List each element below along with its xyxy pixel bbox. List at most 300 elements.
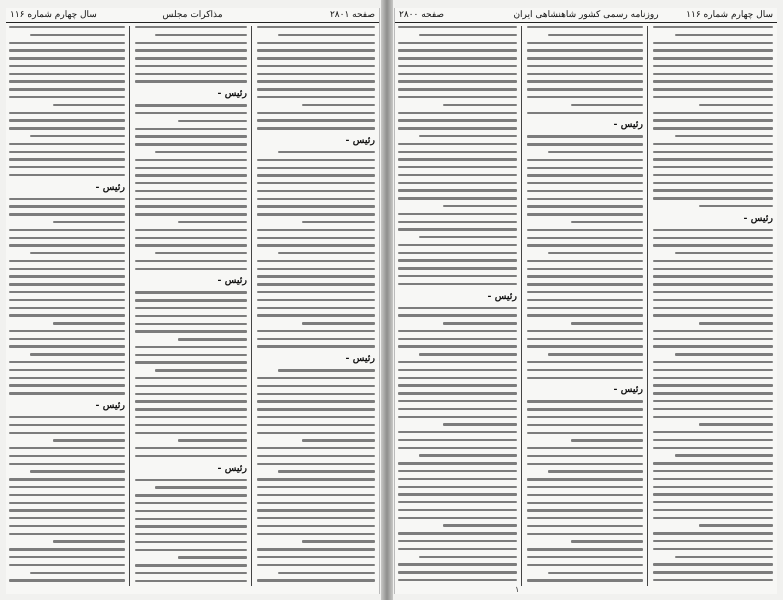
text-line <box>653 57 773 59</box>
text-line <box>257 307 375 309</box>
text-line <box>653 400 773 402</box>
text-line <box>527 205 643 207</box>
text-line <box>653 408 773 410</box>
text-line <box>9 244 125 246</box>
speaker-heading: رئیس - <box>345 134 375 146</box>
text-line <box>398 283 517 285</box>
text-line <box>527 314 643 316</box>
text-line <box>155 34 247 36</box>
text-line <box>257 119 375 121</box>
text-line <box>527 42 643 44</box>
text-line <box>9 205 125 207</box>
text-line <box>419 135 517 137</box>
text-line <box>419 454 517 456</box>
text-line <box>398 478 517 480</box>
text-line <box>398 252 517 254</box>
text-line <box>135 42 247 44</box>
text-line <box>30 470 125 472</box>
text-line <box>398 197 517 199</box>
text-line <box>653 501 773 503</box>
text-line <box>653 462 773 464</box>
text-line <box>398 213 517 215</box>
text-line <box>675 353 773 355</box>
right-page-title: روزنامه رسمی کشور شاهنشاهی ایران <box>513 10 659 20</box>
text-line <box>398 96 517 98</box>
text-line <box>398 439 517 441</box>
text-line <box>527 229 643 231</box>
text-line <box>9 119 125 121</box>
text-line <box>398 447 517 449</box>
speaker-heading: رئیس - <box>217 275 247 287</box>
text-line <box>257 338 375 340</box>
text-line <box>278 252 375 254</box>
text-line <box>398 174 517 176</box>
text-line <box>699 322 773 324</box>
text-line <box>135 354 247 356</box>
text-line <box>9 447 125 449</box>
text-line <box>9 80 125 82</box>
text-line <box>178 439 247 441</box>
text-line <box>653 182 773 184</box>
text-line <box>257 291 375 293</box>
book-gutter <box>381 0 393 600</box>
text-line <box>443 524 517 526</box>
text-line <box>155 369 247 371</box>
text-line <box>257 198 375 200</box>
text-line <box>135 143 247 145</box>
text-line <box>135 65 247 67</box>
text-line <box>9 377 125 379</box>
text-line <box>135 198 247 200</box>
text-line <box>653 338 773 340</box>
right-columns <box>399 26 773 586</box>
text-line <box>653 119 773 121</box>
text-line <box>302 221 375 223</box>
text-line <box>527 432 643 434</box>
text-line <box>398 26 517 28</box>
text-line <box>653 96 773 98</box>
text-line <box>9 517 125 519</box>
text-line <box>257 213 375 215</box>
text-line <box>9 556 125 558</box>
text-line <box>398 416 517 418</box>
text-line <box>653 244 773 246</box>
text-line <box>257 579 375 581</box>
text-line <box>398 189 517 191</box>
text-line <box>9 564 125 566</box>
text-line <box>653 65 773 67</box>
text-line <box>257 416 375 418</box>
text-line <box>135 346 247 348</box>
text-line <box>53 439 125 441</box>
text-line <box>9 548 125 550</box>
text-line <box>257 73 375 75</box>
text-line <box>178 221 247 223</box>
text-line <box>135 49 247 51</box>
text-line <box>527 416 643 418</box>
text-line <box>135 385 247 387</box>
text-line <box>527 275 643 277</box>
text-line <box>9 509 125 511</box>
text-line <box>9 127 125 129</box>
text-line <box>135 104 247 106</box>
text-line <box>135 190 247 192</box>
text-line <box>257 385 375 387</box>
text-line <box>571 540 643 542</box>
text-line <box>257 533 375 535</box>
text-line <box>527 455 643 457</box>
text-line <box>9 502 125 504</box>
text-line <box>9 369 125 371</box>
text-line <box>443 104 517 106</box>
text-line <box>278 572 375 574</box>
text-line <box>653 143 773 145</box>
text-line <box>653 369 773 371</box>
text-line <box>653 563 773 565</box>
text-line <box>135 135 247 137</box>
text-line <box>653 478 773 480</box>
text-line <box>653 330 773 332</box>
text-line <box>398 244 517 246</box>
text-line <box>257 283 375 285</box>
text-line <box>9 494 125 496</box>
text-line <box>135 479 247 481</box>
left-page-number: صفحه ۲۸۰۱ <box>329 10 375 20</box>
text-line <box>30 34 125 36</box>
right-page-header <box>395 8 777 23</box>
text-line <box>53 221 125 223</box>
text-line <box>443 205 517 207</box>
text-line <box>527 283 643 285</box>
text-line <box>9 345 125 347</box>
text-line <box>653 80 773 82</box>
text-line <box>9 57 125 59</box>
text-line <box>699 205 773 207</box>
text-line <box>135 494 247 496</box>
text-line <box>257 42 375 44</box>
text-line <box>9 65 125 67</box>
text-line <box>257 525 375 527</box>
text-line <box>398 579 517 581</box>
text-line <box>257 244 375 246</box>
left-col-3 <box>9 26 125 586</box>
text-line <box>178 338 247 340</box>
text-line <box>653 392 773 394</box>
text-line <box>398 42 517 44</box>
text-line <box>653 73 773 75</box>
left-page-title: مذاکرات مجلس <box>162 10 223 20</box>
text-line <box>548 252 643 254</box>
text-line <box>178 120 247 122</box>
text-line <box>398 267 517 269</box>
text-line <box>135 330 247 332</box>
text-line <box>9 579 125 581</box>
text-line <box>257 65 375 67</box>
text-line <box>257 159 375 161</box>
text-line <box>257 205 375 207</box>
text-line <box>653 158 773 160</box>
text-line <box>135 57 247 59</box>
speaker-heading: رئیس - <box>613 119 643 131</box>
text-line <box>9 291 125 293</box>
text-line <box>9 112 125 114</box>
text-line <box>527 167 643 169</box>
text-line <box>257 447 375 449</box>
text-line <box>653 361 773 363</box>
text-line <box>135 510 247 512</box>
text-line <box>527 135 643 137</box>
text-line <box>443 423 517 425</box>
text-line <box>527 345 643 347</box>
text-line <box>135 572 247 574</box>
speaker-heading: رئیس - <box>217 462 247 474</box>
text-line <box>135 564 247 566</box>
text-line <box>135 73 247 75</box>
text-line <box>53 322 125 324</box>
text-line <box>653 548 773 550</box>
text-line <box>527 509 643 511</box>
text-line <box>675 556 773 558</box>
text-line <box>135 400 247 402</box>
text-line <box>135 182 247 184</box>
text-line <box>398 392 517 394</box>
text-line <box>398 275 517 277</box>
text-line <box>653 229 773 231</box>
right-issue-label: سال چهارم شماره ۱۱۶ <box>686 10 773 20</box>
text-line <box>398 259 517 261</box>
text-line <box>257 556 375 558</box>
text-line <box>9 283 125 285</box>
text-line <box>527 307 643 309</box>
text-line <box>135 268 247 270</box>
text-line <box>419 556 517 558</box>
text-line <box>653 88 773 90</box>
text-line <box>9 299 125 301</box>
text-line <box>257 57 375 59</box>
text-line <box>155 486 247 488</box>
text-line <box>302 439 375 441</box>
text-line <box>653 299 773 301</box>
text-line <box>527 190 643 192</box>
left-col-2 <box>135 26 247 586</box>
text-line <box>398 431 517 433</box>
text-line <box>419 34 517 36</box>
text-line <box>653 237 773 239</box>
text-line <box>135 299 247 301</box>
text-line <box>675 252 773 254</box>
speaker-heading: رئیس - <box>95 399 125 411</box>
text-line <box>257 174 375 176</box>
text-line <box>257 408 375 410</box>
text-line <box>135 541 247 543</box>
text-line <box>653 127 773 129</box>
text-line <box>257 400 375 402</box>
text-line <box>527 463 643 465</box>
text-line <box>527 182 643 184</box>
text-line <box>9 275 125 277</box>
text-line <box>527 80 643 82</box>
text-line <box>135 580 247 582</box>
text-line <box>135 213 247 215</box>
text-line <box>527 159 643 161</box>
text-line <box>548 151 643 153</box>
text-line <box>257 509 375 511</box>
text-line <box>527 564 643 566</box>
text-line <box>527 400 643 402</box>
text-line <box>398 532 517 534</box>
text-line <box>653 532 773 534</box>
text-line <box>653 439 773 441</box>
text-line <box>527 260 643 262</box>
text-line <box>257 112 375 114</box>
text-line <box>257 167 375 169</box>
text-line <box>653 283 773 285</box>
text-line <box>257 486 375 488</box>
text-line <box>653 431 773 433</box>
text-line <box>398 369 517 371</box>
text-line <box>398 119 517 121</box>
text-line <box>527 486 643 488</box>
text-line <box>398 462 517 464</box>
text-line <box>571 322 643 324</box>
text-line <box>9 463 125 465</box>
page-footer-mark: ۱ <box>515 585 520 594</box>
right-col-1 <box>653 26 773 586</box>
text-line <box>653 268 773 270</box>
text-line <box>653 571 773 573</box>
text-line <box>527 556 643 558</box>
text-line <box>398 330 517 332</box>
text-line <box>257 502 375 504</box>
text-line <box>257 229 375 231</box>
text-line <box>9 166 125 168</box>
text-line <box>257 299 375 301</box>
text-line <box>398 112 517 114</box>
text-line <box>53 104 125 106</box>
text-line <box>257 182 375 184</box>
text-line <box>257 190 375 192</box>
text-line <box>675 135 773 137</box>
text-line <box>527 213 643 215</box>
text-line <box>257 432 375 434</box>
text-line <box>9 533 125 535</box>
speaker-heading: رئیس - <box>217 88 247 100</box>
text-line <box>527 244 643 246</box>
text-line <box>653 416 773 418</box>
text-line <box>653 49 773 51</box>
text-line <box>653 447 773 449</box>
text-line <box>527 299 643 301</box>
text-line <box>419 353 517 355</box>
text-line <box>135 128 247 130</box>
text-line <box>398 127 517 129</box>
text-line <box>527 579 643 581</box>
text-line <box>653 166 773 168</box>
text-line <box>653 509 773 511</box>
text-line <box>155 151 247 153</box>
text-line <box>9 361 125 363</box>
text-line <box>675 454 773 456</box>
text-line <box>135 229 247 231</box>
text-line <box>257 564 375 566</box>
text-line <box>527 143 643 145</box>
text-line <box>548 572 643 574</box>
text-line <box>257 26 375 28</box>
text-line <box>419 236 517 238</box>
text-line <box>278 470 375 472</box>
text-line <box>257 275 375 277</box>
text-line <box>653 275 773 277</box>
text-line <box>653 540 773 542</box>
text-line <box>653 377 773 379</box>
text-line <box>135 455 247 457</box>
text-line <box>135 174 247 176</box>
text-line <box>9 314 125 316</box>
text-line <box>527 338 643 340</box>
text-line <box>527 237 643 239</box>
text-line <box>653 197 773 199</box>
text-line <box>9 260 125 262</box>
text-line <box>9 455 125 457</box>
text-line <box>398 73 517 75</box>
text-line <box>135 424 247 426</box>
text-line <box>135 323 247 325</box>
text-line <box>527 408 643 410</box>
text-line <box>653 579 773 581</box>
text-line <box>9 49 125 51</box>
text-line <box>398 143 517 145</box>
text-line <box>527 548 643 550</box>
text-line <box>278 151 375 153</box>
text-line <box>278 369 375 371</box>
text-line <box>398 314 517 316</box>
text-line <box>135 518 247 520</box>
text-line <box>257 393 375 395</box>
text-line <box>653 112 773 114</box>
text-line <box>178 556 247 558</box>
text-line <box>398 151 517 153</box>
text-line <box>257 80 375 82</box>
text-line <box>9 478 125 480</box>
text-line <box>257 345 375 347</box>
text-line <box>398 221 517 223</box>
text-line <box>398 166 517 168</box>
text-line <box>398 345 517 347</box>
right-page-number: صفحه ۲۸۰۰ <box>399 10 445 20</box>
text-line <box>398 486 517 488</box>
text-line <box>9 143 125 145</box>
speaker-heading: رئیس - <box>613 384 643 396</box>
text-line <box>9 237 125 239</box>
text-line <box>527 533 643 535</box>
text-line <box>257 96 375 98</box>
column-rule <box>647 26 648 586</box>
text-line <box>9 307 125 309</box>
text-line <box>257 268 375 270</box>
text-line <box>135 167 247 169</box>
text-line <box>653 384 773 386</box>
text-line <box>548 353 643 355</box>
text-line <box>527 447 643 449</box>
left-col-1 <box>257 26 375 586</box>
text-line <box>257 88 375 90</box>
text-line <box>527 65 643 67</box>
speaker-heading: رئیس - <box>743 212 773 224</box>
text-line <box>9 384 125 386</box>
text-line <box>527 424 643 426</box>
column-rule <box>251 26 252 586</box>
text-line <box>653 470 773 472</box>
